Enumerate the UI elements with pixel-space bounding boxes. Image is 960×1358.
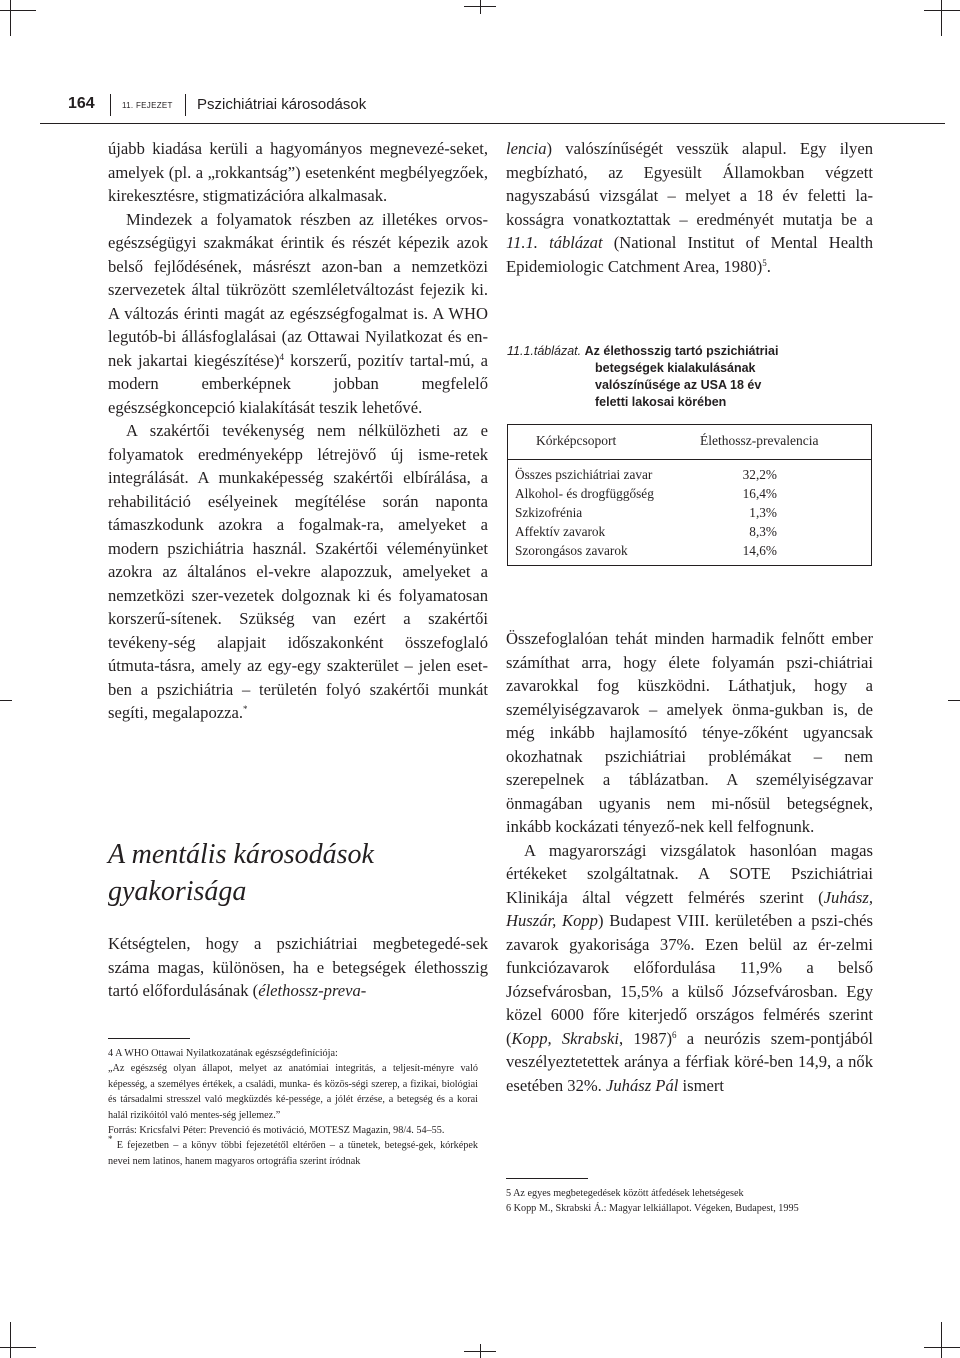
- header-divider: [185, 94, 186, 116]
- crop-mark: [0, 700, 12, 701]
- paragraph-text: (National Institut of Mental Health Epidemiologic Catchment Area, 1980): [506, 233, 873, 276]
- footnote-ref: *: [243, 704, 248, 714]
- crop-mark: [948, 700, 960, 701]
- italic-term: Kopp, Skrabski: [511, 1028, 619, 1048]
- left-column-bottom: [108, 932, 488, 1003]
- footnote-rule: [108, 1038, 190, 1039]
- crop-mark: [480, 0, 481, 14]
- footnote: 6 Kopp M., Skrabski Á.: Magyar lelkiállapot. Végeken, Budapest, 1995: [506, 1203, 799, 1215]
- table-reference: 11.1. táblázat: [506, 233, 603, 252]
- footnotes-right: [506, 1186, 886, 1217]
- table-cell: 16,4%: [742, 486, 777, 501]
- paragraph-text: a neurózis szem-pontjából veszélyeztetettek aránya a férfiak köré-ben 14,9, a nők esetében 32%.: [506, 1028, 874, 1095]
- left-column: [108, 137, 488, 725]
- table-cell: Affektív zavarok: [515, 524, 606, 539]
- right-column-top: [506, 137, 873, 278]
- italic-term: élethossz-preva-: [258, 981, 367, 1000]
- paragraph: [108, 932, 488, 1003]
- table-cell: 8,3%: [749, 524, 777, 539]
- paragraph: [506, 137, 873, 278]
- italic-term: lencia: [506, 139, 547, 158]
- table-title: feletti lakosai körében: [595, 395, 727, 409]
- paragraph-text: ismert: [678, 1075, 724, 1095]
- italic-term: Juhász, Huszár, Kopp: [506, 887, 873, 930]
- table-title: valószínűsége az USA 18 év: [595, 378, 762, 392]
- paragraph-text: Mindezek a folyamatok részben az illetékes orvos-egészségügyi szakmákat érintik és részét képezik azok belső fejlődésének, másrészt azon-ban a nemzetközi szervezetek által tükrözött szemléletváltozást fejezik ki. A változás érinti magát az egészségfogalmat is. A WHO legutób-bi állásfoglalásai (az Ottawai Nyilatkozat és en-nek jakartai kiegészítése): [108, 209, 488, 370]
- table-cell: Összes pszichiátriai zavar: [515, 467, 653, 482]
- paragraph-text: ) valószínűségét vesszük alapul. Egy ilyen megbízható, az Egyesült Államokban végzett nagyszabású vizsgálat – melyet a 18 év feletti la-kosságra vonatkoztattak – eredményét mutatja be a: [506, 139, 873, 229]
- footnotes-left: [108, 1046, 478, 1169]
- header-divider: [110, 94, 111, 116]
- table-cell: 14,6%: [742, 543, 777, 558]
- crop-mark: [0, 10, 36, 11]
- paragraph-text: korszerű, pozitív tartal-mú, a modern emberképnek jobban megfelelő egészségkoncepció kialakítását teszik lehetővé.: [108, 350, 488, 417]
- footnote: 5 Az egyes megbetegedések között átfedések lehetségesek: [506, 1188, 744, 1199]
- paragraph: [506, 839, 873, 1098]
- paragraph: [108, 419, 488, 725]
- paragraph: újabb kiadása kerüli a hagyományos megnevezé-seket, amelyek (pl. a „rokkantság”) esetenként megbélyegzőek, kirekesztésre, stigmatizációra alkalmasak.: [108, 139, 488, 205]
- paragraph-text: Kétségtelen, hogy a pszichiátriai megbetegedé-sek száma magas, különösen, ha e betegségek élethosszig tartó előfordulásának (: [108, 934, 488, 1000]
- footnote-source: Forrás: Kricsfalvi Péter: Prevenció és motiváció, MOTESZ Magazin, 98/4. 54–55.: [108, 1125, 445, 1137]
- table-header: Kórképcsoport: [536, 433, 617, 448]
- italic-term: Juhász Pál: [605, 1075, 679, 1095]
- paragraph: [108, 208, 488, 420]
- crop-mark: [924, 1347, 960, 1348]
- table-cell: 1,3%: [749, 505, 777, 520]
- table-header-rule: [508, 459, 871, 460]
- table-header: Élethossz-prevalencia: [700, 433, 819, 448]
- section-heading: A mentális károsodások gyakorisága: [108, 839, 374, 907]
- chapter-label: 11. FEJEZET: [122, 101, 173, 110]
- table-cell: Alkohol- és drogfüggőség: [515, 486, 654, 501]
- paragraph-text: A szakértői tevékenység nem nélkülözheti az e folyamatok eredményeképp létrejövő új isme-retek integrálását. A munkaképesség szakértői elbírálása, a rehabilitáció esélyeinek megítélése során naponta támaszkodunk azokra a fogalmak-ra, amelyeket a modern pszichiátria használ. Szakértői véleményünket azokra az általános el-vekre alapozzuk, amelyeket a nemzetközi szer-vezetek dolgoznak ki és folyamatosan korszerű-sítenek. Szükség van ezért a szakértői tevékeny-ség alapjait időszakonként összefoglaló útmuta-tásra, amely az egy-egy szakterület – jelen eset-ben a pszichiátria – területén folyó szakértői munkát segíti, megalapozza.: [108, 421, 488, 722]
- table-caption: [507, 343, 778, 411]
- paragraph: Összefoglalóan tehát minden harmadik felnőtt ember számíthat arra, hogy élete folyamán pszi-chiátriai zavarokkal fog küszködni. Láthatjuk, hogy a személyiségzavarok – amelyek önma-gukban is, de még inkább hajlamosító ténye-zőként ugyancsak okozhatnak pszichiátriai problémákat – nem szerepelnek a táblázatban. A személyiségzavar önmagában ugyanis nem mi-nősül betegségnek, inkább kockázati tényező-nek kell felfognunk.: [506, 629, 873, 836]
- prevalence-table: [507, 424, 872, 566]
- crop-mark: [941, 1322, 942, 1358]
- footnote-text: E fejezetben – a könyv többi fejezetétől eltérően – a tünetek, betegsé-gek, kórképek nevei nem latinos, hanem magyaros ortográfia szerint íródnak: [108, 1140, 478, 1167]
- chapter-title: Pszichiátriai károsodások: [197, 96, 367, 113]
- crop-mark: [464, 1351, 496, 1352]
- footnote-ref: 4: [279, 351, 285, 362]
- footnote-body: „Az egészség olyan állapot, melyet az anatómiai integritás, a teljesít-ményre való képesség, a személyes értékek, a családi, munka- és közös-ségi szerep, a fizikai, biológiai és társadalmi stresszel való megküzdés ké-pessége, a jólét érzése, a betegség és a korai halál rizikóitól való mentes-ség jellemez.”: [108, 1063, 478, 1121]
- page-number: 164: [68, 95, 95, 112]
- footnote-mark: *: [108, 1134, 113, 1145]
- footnote-title: 4 A WHO Ottawai Nyilatkozatának egészségdefiníciója:: [108, 1048, 338, 1059]
- footnote-star: [108, 1134, 478, 1169]
- paragraph-text: A magyarországi vizsgálatok hasonlóan magas értékeket szolgáltatnak. A SOTE Pszichiátriai Klinikája által végzett felmérés szerint (: [506, 840, 873, 907]
- table-cell: Szorongásos zavarok: [515, 543, 628, 558]
- table-cell: 32,2%: [742, 467, 777, 482]
- crop-mark: [464, 6, 496, 7]
- right-column-bottom: [506, 627, 873, 1097]
- crop-mark: [0, 1347, 36, 1348]
- table-title: Az élethosszig tartó pszichiátriai: [584, 344, 779, 358]
- footnote-ref: 5: [762, 257, 767, 268]
- table-title: betegségek kialakulásának: [595, 361, 756, 375]
- table-cell: Szkizofrénia: [515, 505, 583, 520]
- paragraph-text: .: [766, 256, 771, 276]
- crop-mark: [10, 0, 11, 36]
- paragraph-text: , 1987): [618, 1028, 673, 1048]
- crop-mark: [924, 10, 960, 11]
- crop-mark: [941, 0, 942, 36]
- footnote-rule: [506, 1178, 588, 1179]
- crop-mark: [10, 1322, 11, 1358]
- paragraph-text: ) Budapest VIII. kerületében a pszi-chés zavarok gyakorisága 37%. Ezen belül az ér-zelmi funkciózavarok előfordulása 11,9% a belső Józsefvárosban, 15,5% a külső Józsefvárosban. Egy közel 6000 főre kiterjedő országos felmérés szerint (: [506, 911, 873, 1048]
- header-rule: [40, 123, 945, 124]
- table-label: 11.1.táblázat.: [507, 344, 582, 358]
- footnote-ref: 6: [672, 1029, 677, 1040]
